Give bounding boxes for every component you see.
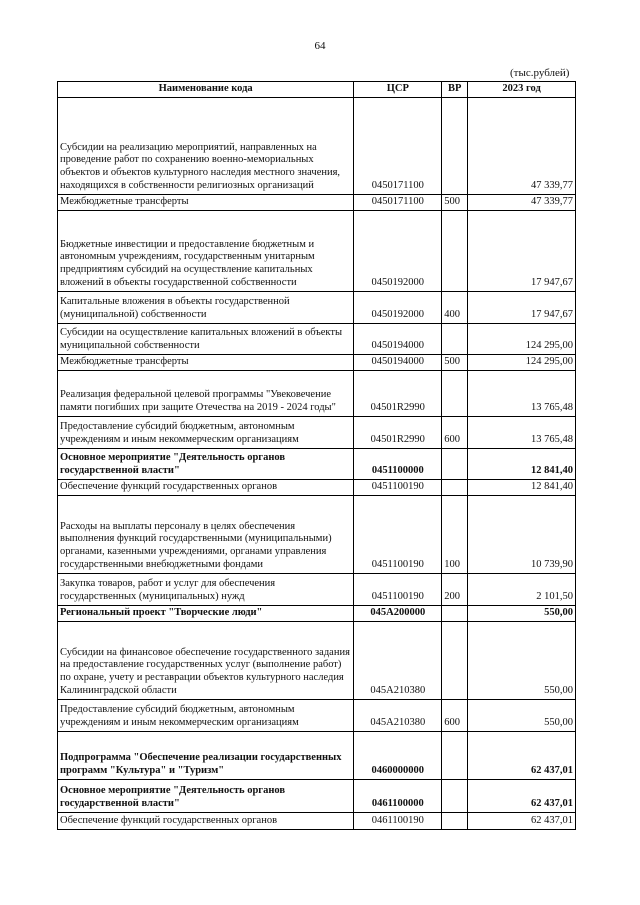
cell-sum: 10 739,90	[468, 495, 576, 573]
table-row	[58, 323, 576, 354]
cell-sum: 12 841,40	[468, 479, 576, 495]
cell-name: Предоставление субсидий бюджетным, автономным учреждениям и иным некоммерческим организациям	[58, 416, 354, 448]
table-row	[58, 731, 576, 779]
cell-vr	[442, 370, 468, 416]
cell-csr: 0450194000	[354, 323, 442, 354]
cell-csr: 04501R2990	[354, 416, 442, 448]
cell-vr	[442, 97, 468, 194]
cell-csr: 0450171100	[354, 97, 442, 194]
cell-sum: 62 437,01	[468, 812, 576, 829]
table-row	[58, 621, 576, 699]
cell-csr: 0450171100	[354, 194, 442, 210]
cell-csr: 0451100000	[354, 448, 442, 479]
cell-csr: 0450194000	[354, 354, 442, 370]
cell-name: Межбюджетные трансферты	[58, 354, 354, 370]
cell-sum: 47 339,77	[468, 97, 576, 194]
cell-vr	[442, 812, 468, 829]
cell-sum: 13 765,48	[468, 416, 576, 448]
cell-vr: 500	[442, 354, 468, 370]
table-row	[58, 479, 576, 495]
cell-name: Межбюджетные трансферты	[58, 194, 354, 210]
cell-vr: 200	[442, 573, 468, 605]
cell-vr: 400	[442, 291, 468, 323]
cell-csr: 0451100190	[354, 479, 442, 495]
cell-vr	[442, 621, 468, 699]
cell-vr	[442, 479, 468, 495]
cell-name: Реализация федеральной целевой программы "Увековечение памяти погибших при защите Отечества на 2019 - 2024 годы"	[58, 370, 354, 416]
cell-name: Капитальные вложения в объекты государственной (муниципальной) собственности	[58, 291, 354, 323]
cell-vr: 600	[442, 416, 468, 448]
cell-name: Обеспечение функций государственных органов	[58, 479, 354, 495]
cell-sum: 550,00	[468, 699, 576, 731]
cell-vr: 500	[442, 194, 468, 210]
cell-csr: 0461100000	[354, 779, 442, 812]
table-row	[58, 448, 576, 479]
cell-csr: 0461100190	[354, 812, 442, 829]
cell-vr	[442, 731, 468, 779]
cell-sum: 550,00	[468, 605, 576, 621]
cell-sum: 13 765,48	[468, 370, 576, 416]
table-row	[58, 699, 576, 731]
cell-vr	[442, 323, 468, 354]
cell-sum: 124 295,00	[468, 323, 576, 354]
page-number: 64	[314, 40, 326, 52]
cell-sum: 2 101,50	[468, 573, 576, 605]
table-header-row	[58, 82, 576, 98]
budget-table	[57, 81, 576, 830]
cell-csr: 0451100190	[354, 495, 442, 573]
cell-sum: 17 947,67	[468, 210, 576, 291]
header-name: Наименование кода	[58, 82, 354, 98]
cell-name: Бюджетные инвестиции и предоставление бюджетным и автономным учреждениям, государственным унитарным предприятиям субсидий на осуществление капитальных вложений в объекты государственной собственности	[58, 210, 354, 291]
cell-name: Субсидии на финансовое обеспечение государственного задания на предоставление государственных услуг (выполнение работ) по охране, учету и реставрации объектов культурного наследия Калининградской области	[58, 621, 354, 699]
cell-csr: 0460000000	[354, 731, 442, 779]
cell-csr: 0451100190	[354, 573, 442, 605]
cell-sum: 62 437,01	[468, 731, 576, 779]
cell-csr: 0450192000	[354, 210, 442, 291]
cell-name: Подпрограмма "Обеспечение реализации государственных программ "Культура" и "Туризм"	[58, 731, 354, 779]
cell-csr: 04501R2990	[354, 370, 442, 416]
cell-name: Закупка товаров, работ и услуг для обеспечения государственных (муниципальных) нужд	[58, 573, 354, 605]
table-row	[58, 370, 576, 416]
header-vr: ВР	[442, 82, 468, 98]
cell-csr: 045A210380	[354, 621, 442, 699]
cell-sum: 47 339,77	[468, 194, 576, 210]
cell-csr: 045A200000	[354, 605, 442, 621]
cell-name: Основное мероприятие "Деятельность органов государственной власти"	[58, 779, 354, 812]
cell-sum: 17 947,67	[468, 291, 576, 323]
table-row	[58, 354, 576, 370]
cell-vr	[442, 210, 468, 291]
cell-csr: 045A210380	[354, 699, 442, 731]
table-row	[58, 605, 576, 621]
cell-sum: 550,00	[468, 621, 576, 699]
cell-name: Расходы на выплаты персоналу в целях обеспечения выполнения функций государственными (муниципальными) органами, казенными учреждениями, органами управления государственными внебюджетными фондами	[58, 495, 354, 573]
cell-name: Предоставление субсидий бюджетным, автономным учреждениям и иным некоммерческим организациям	[58, 699, 354, 731]
cell-sum: 124 295,00	[468, 354, 576, 370]
cell-name: Основное мероприятие "Деятельность органов государственной власти"	[58, 448, 354, 479]
table-row	[58, 291, 576, 323]
cell-sum: 12 841,40	[468, 448, 576, 479]
unit-label: (тыс.рублей)	[510, 67, 570, 79]
cell-name: Субсидии на реализацию мероприятий, направленных на проведение работ по сохранению военно-мемориальных объектов и объектов культурного наследия местного значения, находящихся в собственности религиозных организаций	[58, 97, 354, 194]
cell-vr	[442, 779, 468, 812]
cell-vr	[442, 448, 468, 479]
table-row	[58, 97, 576, 194]
table-row	[58, 812, 576, 829]
cell-vr	[442, 605, 468, 621]
table-row	[58, 495, 576, 573]
header-csr: ЦСР	[354, 82, 442, 98]
table-row	[58, 194, 576, 210]
table-row	[58, 779, 576, 812]
header-year: 2023 год	[468, 82, 576, 98]
cell-vr: 600	[442, 699, 468, 731]
table-row	[58, 573, 576, 605]
cell-csr: 0450192000	[354, 291, 442, 323]
cell-name: Региональный проект "Творческие люди"	[58, 605, 354, 621]
cell-sum: 62 437,01	[468, 779, 576, 812]
table-row	[58, 416, 576, 448]
table-row	[58, 210, 576, 291]
cell-name: Субсидии на осуществление капитальных вложений в объекты муниципальной собственности	[58, 323, 354, 354]
cell-name: Обеспечение функций государственных органов	[58, 812, 354, 829]
cell-vr: 100	[442, 495, 468, 573]
